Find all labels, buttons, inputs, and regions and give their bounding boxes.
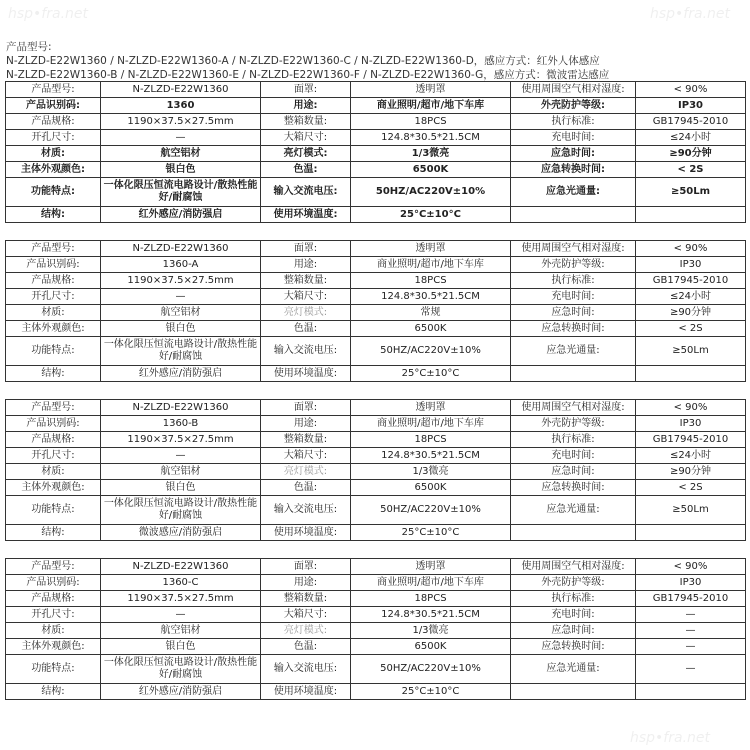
spec-label-cell: 材质:	[6, 305, 101, 321]
spec-label-cell: 产品规格:	[6, 432, 101, 448]
spec-value-cell: 商业照明/超市/地下车库	[351, 98, 511, 114]
spec-value-cell: 18PCS	[351, 432, 511, 448]
spec-label-cell: 用途:	[261, 416, 351, 432]
spec-label-cell: 应急转换时间:	[511, 639, 636, 655]
table-row	[6, 607, 746, 623]
spec-value-cell: 1360-B	[101, 416, 261, 432]
spec-value-cell: 透明罩	[351, 400, 511, 416]
spec-value-cell: 航空铝材	[101, 146, 261, 162]
spec-label-cell: 大箱尺寸:	[261, 130, 351, 146]
spec-label-cell: 应急光通量:	[511, 655, 636, 684]
spec-value-cell: 50HZ/AC220V±10%	[351, 337, 511, 366]
table-row	[6, 684, 746, 700]
spec-value-cell: 25°C±10°C	[351, 525, 511, 541]
spec-label-cell: 开孔尺寸:	[6, 607, 101, 623]
spec-label-cell: 面罩:	[261, 559, 351, 575]
table-row	[6, 257, 746, 273]
spec-label-cell: 产品识别码:	[6, 575, 101, 591]
spec-label-cell: 外壳防护等级:	[511, 575, 636, 591]
spec-label-cell: 结构:	[6, 366, 101, 382]
spec-table	[5, 558, 746, 700]
table-row	[6, 305, 746, 321]
spec-label-cell: 使用周围空气相对湿度:	[511, 82, 636, 98]
watermark: hsp•fra.net	[650, 6, 731, 22]
spec-label-cell: 结构:	[6, 684, 101, 700]
spec-label-cell: 功能特点:	[6, 496, 101, 525]
spec-label-cell: 用途:	[261, 575, 351, 591]
spec-value-cell: 124.8*30.5*21.5CM	[351, 448, 511, 464]
spec-label-cell: 执行标准:	[511, 432, 636, 448]
spec-label-cell: 材质:	[6, 623, 101, 639]
spec-label-cell: 整箱数量:	[261, 591, 351, 607]
spec-label-cell: 功能特点:	[6, 178, 101, 207]
spec-label-cell: 材质:	[6, 464, 101, 480]
watermark: hsp•fra.net	[630, 730, 711, 746]
spec-value-cell: 商业照明/超市/地下车库	[351, 575, 511, 591]
spec-label-cell: 充电时间:	[511, 448, 636, 464]
spec-table	[5, 81, 746, 223]
spec-label-cell: 产品型号:	[6, 400, 101, 416]
spec-label-cell	[511, 366, 636, 382]
spec-value-cell	[636, 207, 746, 223]
spec-value-cell	[636, 684, 746, 700]
spec-label-cell: 应急时间:	[511, 623, 636, 639]
spec-value-cell: < 90%	[636, 82, 746, 98]
spec-label-cell: 色温:	[261, 480, 351, 496]
spec-label-cell: 色温:	[261, 321, 351, 337]
spec-value-cell: GB17945-2010	[636, 432, 746, 448]
spec-value-cell: 25°C±10°C	[351, 366, 511, 382]
header-line-infrared: N-ZLZD-E22W1360 / N-ZLZD-E22W1360-A / N-ZLZD-E22W1360-C / N-ZLZD-E22W1360-D，感应方式：红外人体感应	[6, 55, 600, 67]
spec-label-cell: 材质:	[6, 146, 101, 162]
spec-value-cell: —	[636, 639, 746, 655]
spec-value-cell: < 2S	[636, 321, 746, 337]
spec-value-cell: 1/3微亮	[351, 623, 511, 639]
table-row	[6, 464, 746, 480]
spec-value-cell: 1190×37.5×27.5mm	[101, 273, 261, 289]
spec-label-cell: 功能特点:	[6, 337, 101, 366]
spec-label-cell: 执行标准:	[511, 273, 636, 289]
spec-value-cell: 商业照明/超市/地下车库	[351, 257, 511, 273]
spec-label-cell	[511, 525, 636, 541]
table-row	[6, 337, 746, 366]
product-model-header	[6, 40, 746, 82]
spec-value-cell: 银白色	[101, 480, 261, 496]
table-row	[6, 178, 746, 207]
spec-label-cell: 输入交流电压:	[261, 655, 351, 684]
spec-value-cell: 一体化限压恒流电路设计/散热性能好/耐腐蚀	[101, 496, 261, 525]
spec-value-cell: 6500K	[351, 162, 511, 178]
table-row	[6, 432, 746, 448]
spec-label-cell: 外壳防护等级:	[511, 98, 636, 114]
spec-label-cell: 应急转换时间:	[511, 480, 636, 496]
spec-label-cell: 亮灯模式:	[261, 623, 351, 639]
spec-label-cell: 亮灯模式:	[261, 305, 351, 321]
spec-label-cell: 用途:	[261, 98, 351, 114]
spec-label-cell: 充电时间:	[511, 130, 636, 146]
spec-label-cell: 产品型号:	[6, 241, 101, 257]
spec-label-cell: 应急转换时间:	[511, 321, 636, 337]
table-row	[6, 623, 746, 639]
spec-value-cell: 25°C±10°C	[351, 207, 511, 223]
table-row	[6, 525, 746, 541]
spec-label-cell: 使用环境温度:	[261, 207, 351, 223]
table-row	[6, 82, 746, 98]
spec-label-cell: 产品识别码:	[6, 416, 101, 432]
table-row	[6, 416, 746, 432]
spec-label-cell: 产品规格:	[6, 114, 101, 130]
spec-label-cell: 亮灯模式:	[261, 146, 351, 162]
spec-value-cell: 6500K	[351, 480, 511, 496]
table-row	[6, 241, 746, 257]
spec-label-cell: 使用周围空气相对湿度:	[511, 559, 636, 575]
spec-value-cell: 航空铝材	[101, 623, 261, 639]
spec-value-cell: —	[101, 448, 261, 464]
spec-table	[5, 399, 746, 541]
spec-value-cell: < 90%	[636, 241, 746, 257]
spec-value-cell: 银白色	[101, 321, 261, 337]
spec-label-cell: 功能特点:	[6, 655, 101, 684]
spec-label-cell: 应急时间:	[511, 305, 636, 321]
spec-label-cell: 开孔尺寸:	[6, 448, 101, 464]
spec-label-cell: 充电时间:	[511, 289, 636, 305]
spec-label-cell: 产品型号:	[6, 82, 101, 98]
spec-value-cell: 18PCS	[351, 114, 511, 130]
spec-value-cell: 1190×37.5×27.5mm	[101, 432, 261, 448]
spec-label-cell: 整箱数量:	[261, 114, 351, 130]
spec-label-cell: 开孔尺寸:	[6, 289, 101, 305]
spec-value-cell	[636, 366, 746, 382]
spec-label-cell: 应急时间:	[511, 146, 636, 162]
spec-value-cell: < 2S	[636, 480, 746, 496]
spec-value-cell: 一体化限压恒流电路设计/散热性能好/耐腐蚀	[101, 655, 261, 684]
spec-label-cell: 开孔尺寸:	[6, 130, 101, 146]
table-row	[6, 321, 746, 337]
spec-label-cell: 产品规格:	[6, 273, 101, 289]
spec-label-cell: 外壳防护等级:	[511, 416, 636, 432]
spec-value-cell: 红外感应/消防强启	[101, 684, 261, 700]
table-row	[6, 639, 746, 655]
spec-label-cell: 产品识别码:	[6, 257, 101, 273]
spec-label-cell: 色温:	[261, 639, 351, 655]
spec-value-cell: 1360	[101, 98, 261, 114]
spec-label-cell: 主体外观颜色:	[6, 480, 101, 496]
spec-label-cell: 使用周围空气相对湿度:	[511, 400, 636, 416]
spec-value-cell: GB17945-2010	[636, 273, 746, 289]
spec-value-cell: IP30	[636, 98, 746, 114]
spec-label-cell: 应急时间:	[511, 464, 636, 480]
spec-label-cell: 亮灯模式:	[261, 464, 351, 480]
spec-value-cell: < 90%	[636, 559, 746, 575]
spec-value-cell: 124.8*30.5*21.5CM	[351, 289, 511, 305]
spec-label-cell: 执行标准:	[511, 591, 636, 607]
table-row	[6, 207, 746, 223]
spec-label-cell: 应急光通量:	[511, 496, 636, 525]
spec-value-cell: 124.8*30.5*21.5CM	[351, 607, 511, 623]
spec-value-cell: 1360-A	[101, 257, 261, 273]
spec-value-cell: 6500K	[351, 639, 511, 655]
spec-value-cell: 银白色	[101, 162, 261, 178]
spec-value-cell: 124.8*30.5*21.5CM	[351, 130, 511, 146]
header-line-microwave: N-ZLZD-E22W1360-B / N-ZLZD-E22W1360-E / N-ZLZD-E22W1360-F / N-ZLZD-E22W1360-G，感应方式：微波雷达感应	[6, 69, 610, 81]
table-row	[6, 400, 746, 416]
spec-value-cell: 透明罩	[351, 559, 511, 575]
spec-value-cell: IP30	[636, 575, 746, 591]
spec-value-cell: 6500K	[351, 321, 511, 337]
spec-value-cell: 商业照明/超市/地下车库	[351, 416, 511, 432]
spec-value-cell: 1190×37.5×27.5mm	[101, 114, 261, 130]
spec-label-cell: 输入交流电压:	[261, 337, 351, 366]
table-row	[6, 480, 746, 496]
spec-value-cell: ≤24小时	[636, 130, 746, 146]
spec-value-cell: N-ZLZD-E22W1360	[101, 241, 261, 257]
spec-value-cell: 1/3微亮	[351, 464, 511, 480]
spec-value-cell: —	[636, 655, 746, 684]
spec-value-cell: 50HZ/AC220V±10%	[351, 496, 511, 525]
table-row	[6, 575, 746, 591]
spec-value-cell: GB17945-2010	[636, 114, 746, 130]
spec-value-cell: 18PCS	[351, 591, 511, 607]
spec-label-cell: 产品型号:	[6, 559, 101, 575]
spec-value-cell: 微波感应/消防强启	[101, 525, 261, 541]
spec-value-cell: 1/3微亮	[351, 146, 511, 162]
spec-label-cell: 应急光通量:	[511, 178, 636, 207]
table-row	[6, 448, 746, 464]
table-row	[6, 146, 746, 162]
spec-value-cell: 25°C±10°C	[351, 684, 511, 700]
spec-value-cell: ≥90分钟	[636, 146, 746, 162]
table-row	[6, 98, 746, 114]
spec-label-cell: 面罩:	[261, 400, 351, 416]
spec-label-cell: 结构:	[6, 207, 101, 223]
spec-label-cell: 大箱尺寸:	[261, 289, 351, 305]
spec-value-cell: 50HZ/AC220V±10%	[351, 655, 511, 684]
table-row	[6, 655, 746, 684]
spec-label-cell: 整箱数量:	[261, 432, 351, 448]
spec-value-cell: —	[101, 130, 261, 146]
table-row	[6, 130, 746, 146]
spec-value-cell: IP30	[636, 257, 746, 273]
spec-label-cell: 主体外观颜色:	[6, 639, 101, 655]
spec-label-cell: 大箱尺寸:	[261, 607, 351, 623]
spec-value-cell: 常规	[351, 305, 511, 321]
spec-label-cell	[511, 684, 636, 700]
spec-value-cell: 航空铝材	[101, 305, 261, 321]
spec-value-cell: —	[636, 623, 746, 639]
spec-label-cell: 用途:	[261, 257, 351, 273]
table-row	[6, 289, 746, 305]
table-row	[6, 366, 746, 382]
spec-label-cell: 大箱尺寸:	[261, 448, 351, 464]
spec-value-cell: —	[636, 607, 746, 623]
watermark: hsp•fra.net	[8, 6, 89, 22]
spec-label-cell: 整箱数量:	[261, 273, 351, 289]
spec-value-cell: 透明罩	[351, 82, 511, 98]
table-row	[6, 273, 746, 289]
spec-value-cell: ≥90分钟	[636, 464, 746, 480]
spec-value-cell: 1190×37.5×27.5mm	[101, 591, 261, 607]
spec-label-cell: 应急转换时间:	[511, 162, 636, 178]
spec-value-cell: ≤24小时	[636, 289, 746, 305]
spec-value-cell	[636, 525, 746, 541]
spec-value-cell: N-ZLZD-E22W1360	[101, 559, 261, 575]
spec-value-cell: 红外感应/消防强启	[101, 366, 261, 382]
spec-value-cell: ≥50Lm	[636, 178, 746, 207]
spec-label-cell: 使用环境温度:	[261, 684, 351, 700]
spec-label-cell	[511, 207, 636, 223]
spec-value-cell: ≥50Lm	[636, 496, 746, 525]
spec-value-cell: —	[101, 607, 261, 623]
spec-label-cell: 使用环境温度:	[261, 525, 351, 541]
spec-value-cell: 18PCS	[351, 273, 511, 289]
table-row	[6, 162, 746, 178]
spec-label-cell: 面罩:	[261, 82, 351, 98]
spec-label-cell: 充电时间:	[511, 607, 636, 623]
spec-value-cell: 一体化限压恒流电路设计/散热性能好/耐腐蚀	[101, 337, 261, 366]
spec-value-cell: 银白色	[101, 639, 261, 655]
spec-table	[5, 240, 746, 382]
spec-label-cell: 输入交流电压:	[261, 178, 351, 207]
spec-label-cell: 外壳防护等级:	[511, 257, 636, 273]
spec-label-cell: 主体外观颜色:	[6, 162, 101, 178]
spec-value-cell: GB17945-2010	[636, 591, 746, 607]
spec-value-cell: < 2S	[636, 162, 746, 178]
spec-value-cell: ≥50Lm	[636, 337, 746, 366]
spec-value-cell: 透明罩	[351, 241, 511, 257]
table-row	[6, 591, 746, 607]
spec-label-cell: 使用周围空气相对湿度:	[511, 241, 636, 257]
spec-label-cell: 主体外观颜色:	[6, 321, 101, 337]
spec-label-cell: 色温:	[261, 162, 351, 178]
spec-label-cell: 产品规格:	[6, 591, 101, 607]
header-label: 产品型号:	[6, 41, 52, 53]
table-row	[6, 114, 746, 130]
spec-value-cell: < 90%	[636, 400, 746, 416]
spec-value-cell: 50HZ/AC220V±10%	[351, 178, 511, 207]
spec-label-cell: 使用环境温度:	[261, 366, 351, 382]
spec-value-cell: IP30	[636, 416, 746, 432]
spec-label-cell: 产品识别码:	[6, 98, 101, 114]
spec-label-cell: 输入交流电压:	[261, 496, 351, 525]
spec-value-cell: 一体化限压恒流电路设计/散热性能好/耐腐蚀	[101, 178, 261, 207]
spec-value-cell: 红外感应/消防强启	[101, 207, 261, 223]
spec-value-cell: ≥90分钟	[636, 305, 746, 321]
spec-label-cell: 执行标准:	[511, 114, 636, 130]
spec-value-cell: —	[101, 289, 261, 305]
spec-value-cell: N-ZLZD-E22W1360	[101, 82, 261, 98]
spec-label-cell: 结构:	[6, 525, 101, 541]
spec-value-cell: 1360-C	[101, 575, 261, 591]
spec-value-cell: 航空铝材	[101, 464, 261, 480]
spec-label-cell: 面罩:	[261, 241, 351, 257]
table-row	[6, 496, 746, 525]
spec-label-cell: 应急光通量:	[511, 337, 636, 366]
spec-value-cell: ≤24小时	[636, 448, 746, 464]
spec-value-cell: N-ZLZD-E22W1360	[101, 400, 261, 416]
table-row	[6, 559, 746, 575]
